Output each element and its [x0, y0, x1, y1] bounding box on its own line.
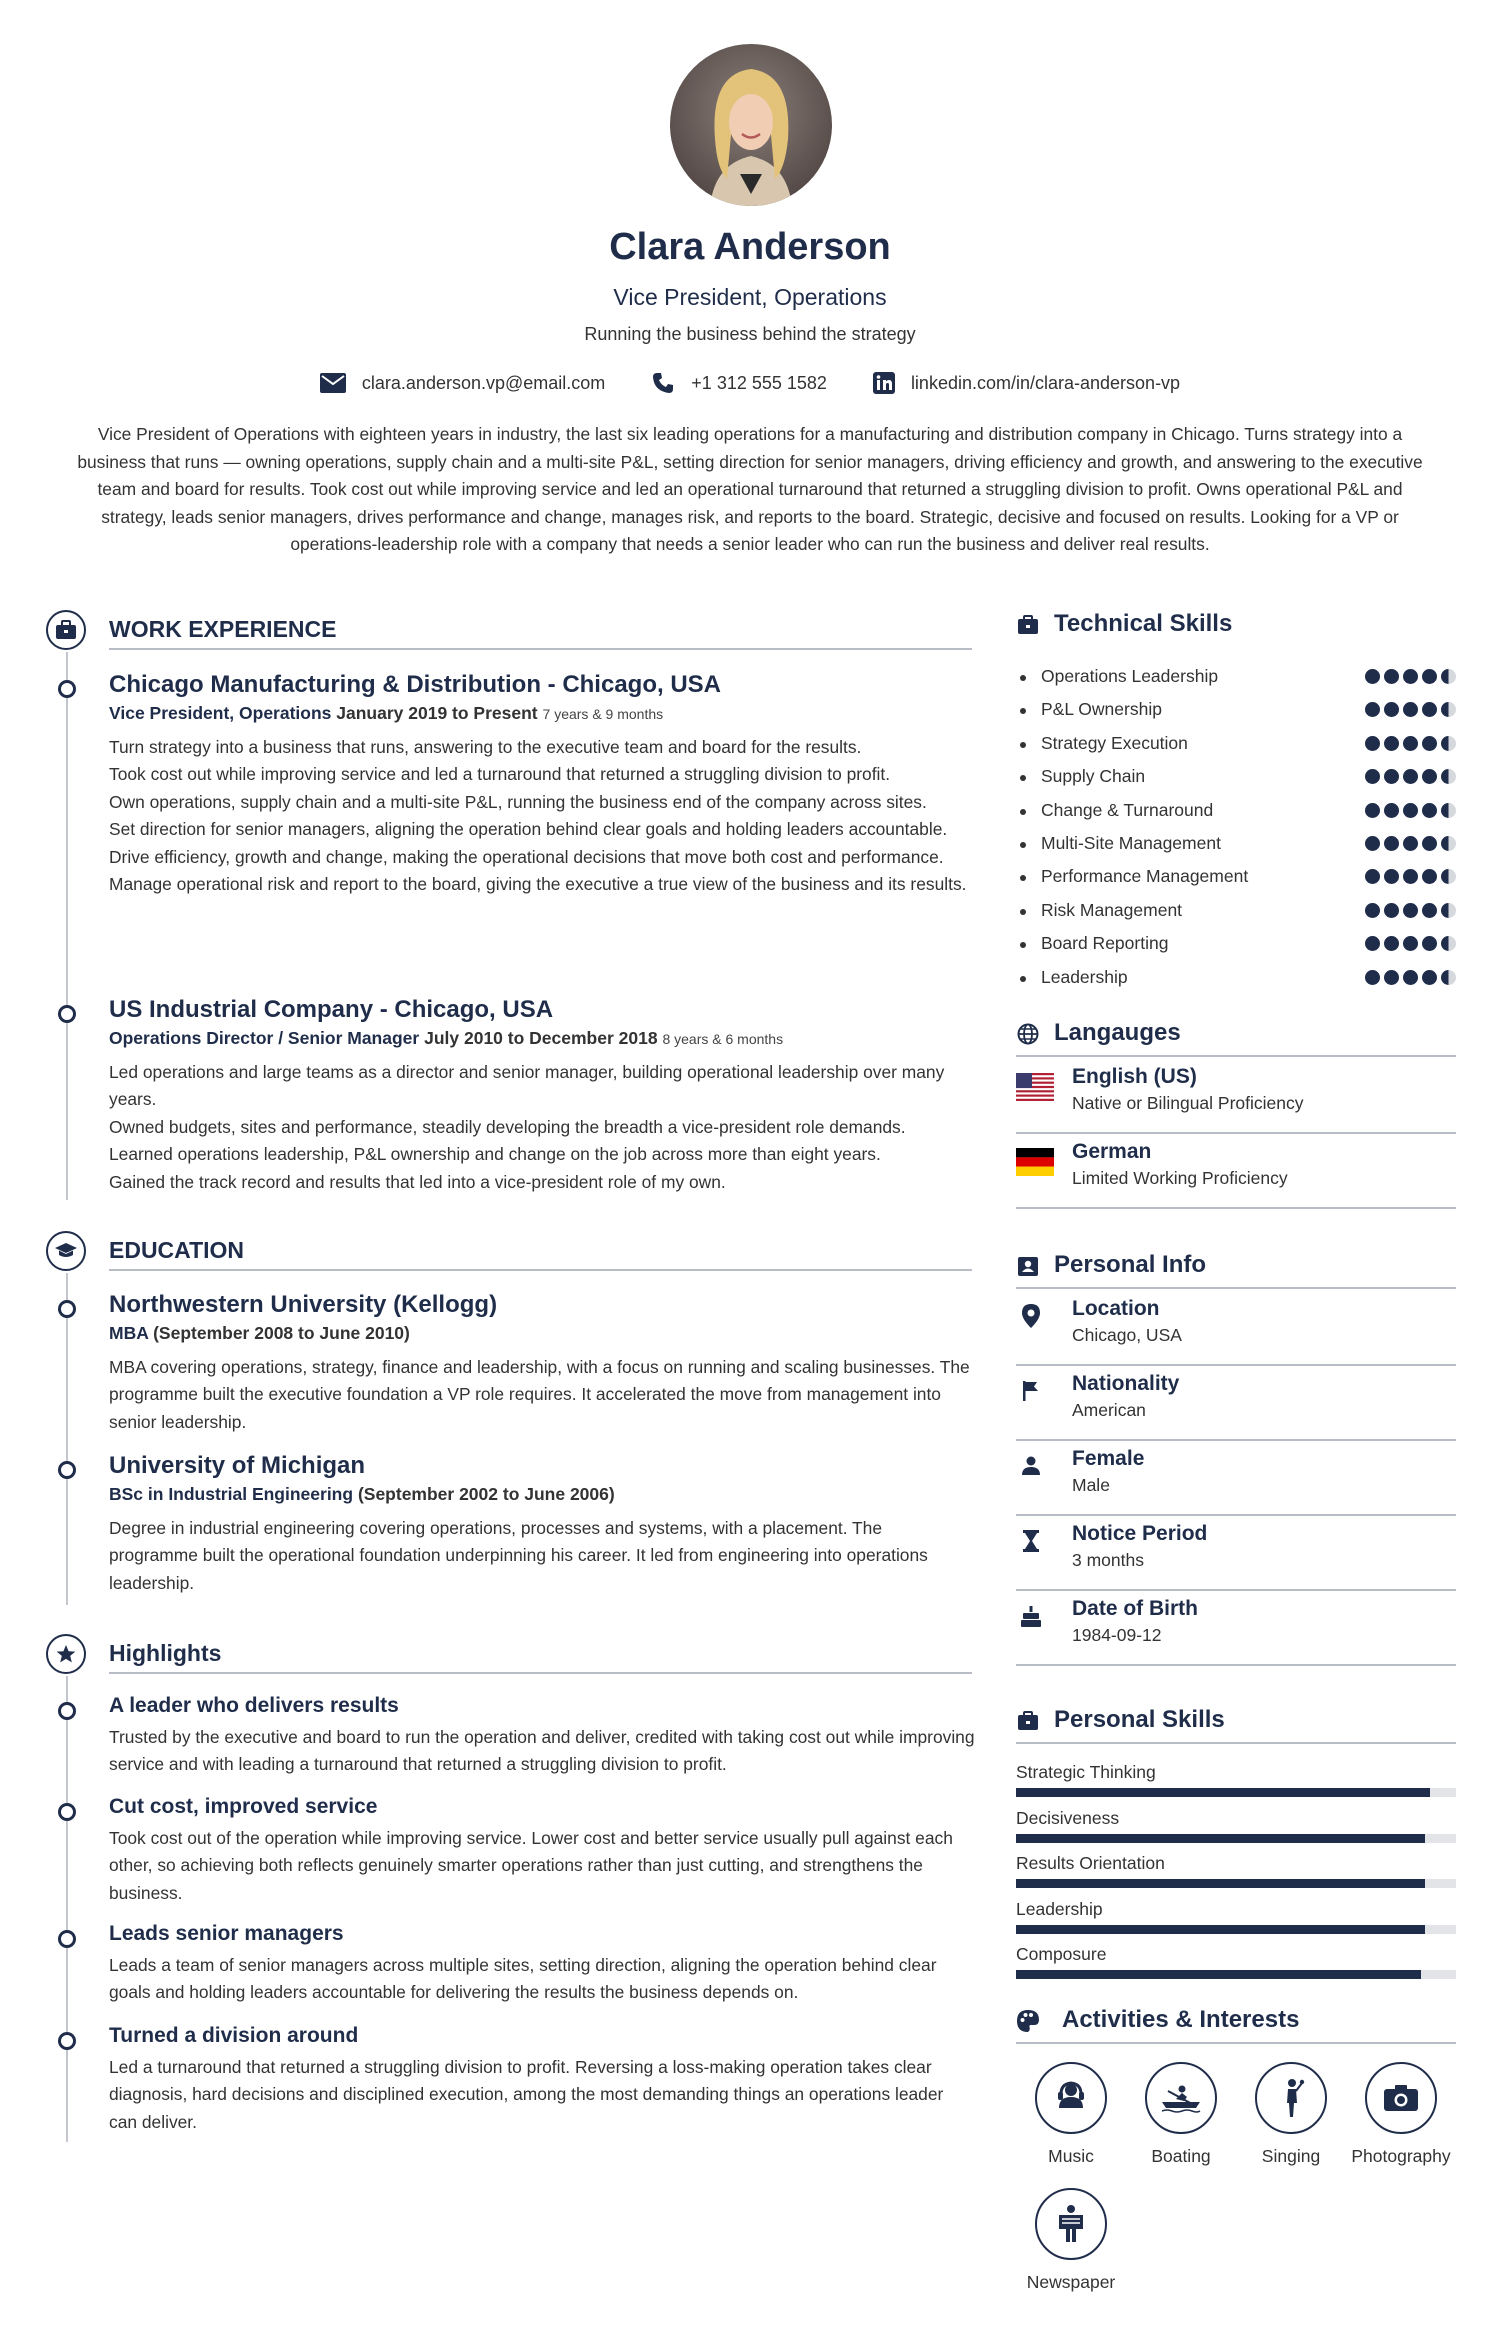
technical-skills-heading: [1016, 606, 1456, 646]
rating-dot: [1403, 836, 1418, 851]
bullet: [1020, 675, 1026, 681]
personal-skill-item: [1016, 1762, 1456, 1808]
job-entry: [109, 671, 975, 898]
rating-dot: [1403, 803, 1418, 818]
bullet: [1020, 875, 1026, 881]
highlight-title: Turned a division around: [109, 2024, 359, 2047]
rating-dot: [1441, 970, 1456, 985]
education-description: MBA covering operations, strategy, finance and leadership, with a focus on running and scaling businesses. The programme built the executive foundation a VP role requires. It accelerated the move from management into senior leadership.: [109, 1357, 970, 1432]
rating-dot: [1441, 936, 1456, 951]
rating-dot: [1365, 936, 1380, 951]
personal-info-item: [1016, 1441, 1456, 1516]
skill-name: Leadership: [1041, 966, 1128, 987]
cake-icon: [1016, 1601, 1046, 1631]
rating-dot: [1441, 869, 1456, 884]
language-name: German: [1072, 1140, 1152, 1163]
skill-rating: [1365, 702, 1456, 717]
section-title: Personal Skills: [1054, 1706, 1225, 1733]
education-dates: (September 2002 to June 2006): [357, 1484, 615, 1504]
education-dates: (September 2008 to June 2010): [153, 1323, 410, 1343]
section-title: Personal Info: [1054, 1251, 1207, 1278]
rating-dot: [1422, 769, 1437, 784]
highlight-text: Trusted by the executive and board to run the operation and deliver, credited with taking cost out while improving service and with leading a turnaround that returned a struggling division to profit.: [109, 1727, 975, 1775]
rating-dot: [1384, 702, 1399, 717]
job-bullet: Set direction for senior managers, aligning the operation behind clear goals and holding leaders accountable.: [109, 819, 948, 840]
skill-rating: [1365, 836, 1456, 851]
rating-dot: [1384, 769, 1399, 784]
rating-dot: [1403, 702, 1418, 717]
skill-bar-fill: [1016, 1925, 1425, 1934]
job-description: [109, 1059, 975, 1196]
section-title: Activities & Interests: [1062, 2006, 1300, 2033]
education-description: Degree in industrial engineering covering operations, processes and systems, with a placement. The programme built the operational foundation underpinning his career. It led from engineering into operations leadership.: [109, 1518, 928, 1593]
skill-item: [1016, 965, 1456, 998]
rating-dot: [1365, 869, 1380, 884]
skill-rating: [1365, 769, 1456, 784]
email-icon: [320, 373, 346, 393]
camera-icon: [1365, 2062, 1437, 2134]
highlight-item: [109, 2024, 975, 2136]
skill-name: Supply Chain: [1041, 766, 1146, 787]
rating-dot: [1403, 769, 1418, 784]
job-dates: January 2019 to Present: [336, 703, 538, 723]
job-role: Operations Director / Senior Manager: [109, 1028, 420, 1048]
rating-dot: [1441, 903, 1456, 918]
activity-label: Boating: [1151, 2146, 1211, 2166]
skill-rating: [1365, 936, 1456, 951]
job-entry: [109, 996, 975, 1196]
job-bullet: Turn strategy into a business that runs, answering to the executive team and board for the results.: [109, 737, 862, 757]
skill-bar-track: [1016, 1834, 1456, 1843]
activity-music: [1016, 2062, 1126, 2167]
job-bullet: Led operations and large teams as a director and senior manager, building operational leadership over many years.: [109, 1062, 945, 1110]
bullet: [1020, 842, 1026, 848]
highlight-title: Leads senior managers: [109, 1922, 344, 1945]
skill-name: Strategy Execution: [1041, 732, 1188, 753]
skill-bar-fill: [1016, 1879, 1425, 1888]
timeline-dot: [58, 1803, 76, 1821]
work-experience-heading: [46, 610, 972, 652]
school-name: Northwestern University (Kellogg): [109, 1291, 498, 1318]
rating-dot: [1365, 836, 1380, 851]
timeline-dot: [58, 1461, 76, 1479]
activity-boating: [1126, 2062, 1236, 2167]
personal-skill-name: Decisiveness: [1016, 1807, 1120, 1828]
rating-dot: [1422, 836, 1437, 851]
contact-linkedin[interactable]: [873, 371, 1180, 395]
skill-item: [1016, 864, 1456, 897]
timeline-dot: [58, 1005, 76, 1023]
section-divider: [1016, 1742, 1456, 1744]
contact-card-icon: [1016, 1254, 1040, 1278]
section-divider: [109, 1672, 972, 1674]
job-duration: 8 years & 6 months: [662, 1031, 784, 1047]
rating-dot: [1403, 869, 1418, 884]
job-dates: July 2010 to December 2018: [424, 1028, 658, 1048]
languages-heading: [1016, 1015, 1456, 1055]
education-entry: [109, 1291, 975, 1436]
id-badge-icon: [1016, 1709, 1040, 1733]
id-badge-icon: [1016, 613, 1040, 637]
job-bullet: Drive efficiency, growth and change, making the operational decisions that move both cost and performance.: [109, 846, 944, 867]
bullet: [1020, 775, 1026, 781]
skill-item: [1016, 664, 1456, 697]
skill-item: [1016, 898, 1456, 931]
highlight-title: A leader who delivers results: [109, 1694, 399, 1717]
timeline-dot: [58, 1930, 76, 1948]
us-flag-icon: [1016, 1073, 1054, 1101]
timeline-dot: [58, 680, 76, 698]
skill-item: [1016, 931, 1456, 964]
job-role-line: [109, 1028, 975, 1049]
rating-dot: [1441, 803, 1456, 818]
skill-name: Multi-Site Management: [1041, 832, 1221, 853]
section-divider: [109, 1269, 972, 1271]
rating-dot: [1441, 836, 1456, 851]
highlight-text: Took cost out of the operation while improving service. Lower cost and better service usually pull against each other, so achieving both reflects genuinely smarter operations rather than just cutting, and strengthens the business.: [109, 1828, 953, 1903]
timeline-line: [66, 1676, 68, 2142]
rating-dot: [1365, 970, 1380, 985]
personal-info-item: [1016, 1516, 1456, 1591]
language-item: [1016, 1059, 1456, 1134]
bullet: [1020, 708, 1026, 714]
skill-name: P&L Ownership: [1041, 699, 1162, 720]
degree-line: [109, 1484, 975, 1505]
rating-dot: [1422, 669, 1437, 684]
hourglass-icon: [1016, 1526, 1046, 1556]
skill-item: [1016, 731, 1456, 764]
technical-skills-list: [1016, 664, 1456, 998]
personal-skill-item: [1016, 1808, 1456, 1854]
info-label: Location: [1072, 1297, 1160, 1320]
highlight-title: Cut cost, improved service: [109, 1795, 378, 1818]
rating-dot: [1384, 970, 1399, 985]
timeline-dot: [58, 1702, 76, 1720]
rating-dot: [1422, 936, 1437, 951]
skill-rating: [1365, 669, 1456, 684]
linkedin-text: linkedin.com/in/clara-anderson-vp: [910, 372, 1181, 393]
language-level: Native or Bilingual Proficiency: [1072, 1093, 1304, 1113]
highlight-item: [109, 1922, 975, 2007]
activity-singing: [1236, 2062, 1346, 2167]
linkedin-icon: [873, 372, 895, 394]
activity-photography: [1346, 2062, 1456, 2167]
bullet: [1020, 909, 1026, 915]
rating-dot: [1384, 803, 1399, 818]
info-value: 1984-09-12: [1072, 1625, 1162, 1645]
job-bullet: Gained the track record and results that led into a vice-president role of my own.: [109, 1171, 726, 1192]
skill-bar-fill: [1016, 1970, 1421, 1979]
rating-dot: [1365, 769, 1380, 784]
rating-dot: [1384, 669, 1399, 684]
rating-dot: [1365, 702, 1380, 717]
highlight-text: Leads a team of senior managers across multiple sites, setting direction, aligning the operation behind clear goals and holding leaders accountable for delivering the results the business depends on.: [109, 1955, 937, 2003]
rating-dot: [1441, 769, 1456, 784]
job-bullet: Learned operations leadership, P&L ownership and change on the job across more than eight years.: [109, 1144, 881, 1165]
personal-skills-heading: [1016, 1702, 1456, 1742]
item-divider: [1016, 1207, 1456, 1209]
item-divider: [1016, 1664, 1456, 1666]
job-description: [109, 734, 975, 898]
personal-info-item: [1016, 1291, 1456, 1366]
rating-dot: [1422, 702, 1437, 717]
rating-dot: [1384, 903, 1399, 918]
rating-dot: [1365, 736, 1380, 751]
job-duration: 7 years & 9 months: [542, 706, 664, 722]
location-pin-icon: [1016, 1301, 1046, 1331]
degree-line: [109, 1323, 975, 1344]
personal-info-item: [1016, 1591, 1456, 1666]
section-title: Langauges: [1054, 1019, 1181, 1046]
language-level: Limited Working Proficiency: [1072, 1168, 1288, 1188]
briefcase-icon: [46, 610, 86, 650]
info-value: 3 months: [1072, 1550, 1144, 1570]
bullet: [1020, 942, 1026, 948]
globe-icon: [1016, 1022, 1040, 1046]
job-bullet: Owned budgets, sites and performance, steadily developing the breadth a vice-president role demands.: [109, 1116, 906, 1137]
education-heading: [46, 1231, 972, 1273]
section-title: Technical Skills: [1054, 610, 1233, 637]
skill-rating: [1365, 903, 1456, 918]
email-text: clara.anderson.vp@email.com: [361, 372, 606, 393]
music-icon: [1035, 2062, 1107, 2134]
skill-item: [1016, 764, 1456, 797]
section-title: EDUCATION: [109, 1237, 245, 1263]
graduation-cap-icon: [46, 1231, 86, 1271]
timeline-dot: [58, 2032, 76, 2050]
info-value: American: [1072, 1400, 1146, 1420]
section-divider: [1016, 2042, 1456, 2044]
boating-icon: [1145, 2062, 1217, 2134]
skill-name: Board Reporting: [1041, 933, 1169, 954]
rating-dot: [1403, 669, 1418, 684]
profile-photo: [670, 44, 832, 206]
personal-skill-item: [1016, 1853, 1456, 1899]
job-bullet: Took cost out while improving service and led a turnaround that returned a struggling division to profit.: [109, 764, 891, 785]
rating-dot: [1403, 903, 1418, 918]
personal-skill-name: Results Orientation: [1016, 1853, 1165, 1873]
activity-newspaper: [1016, 2188, 1126, 2293]
phone-icon: [651, 371, 675, 395]
personal-info-item: [1016, 1366, 1456, 1441]
personal-skill-name: Composure: [1016, 1944, 1107, 1964]
personal-skill-item: [1016, 1944, 1456, 1990]
skill-rating: [1365, 736, 1456, 751]
timeline-dot: [58, 1300, 76, 1318]
skill-name: Performance Management: [1041, 866, 1249, 887]
school-name: University of Michigan: [109, 1452, 366, 1479]
section-title: WORK EXPERIENCE: [109, 616, 337, 642]
info-label: Date of Birth: [1072, 1597, 1198, 1620]
phone-text: +1 312 555 1582: [691, 372, 827, 393]
timeline-line: [66, 1273, 68, 1605]
highlight-item: [109, 1694, 975, 1779]
section-divider: [1016, 1287, 1456, 1289]
rating-dot: [1365, 803, 1380, 818]
personal-skill-item: [1016, 1899, 1456, 1945]
rating-dot: [1365, 903, 1380, 918]
skill-bar-track: [1016, 1970, 1456, 1979]
info-label: Nationality: [1072, 1372, 1180, 1395]
tagline: Running the business behind the strategy: [584, 324, 916, 344]
bullet: [1020, 976, 1026, 982]
info-label: Notice Period: [1072, 1522, 1208, 1545]
skill-rating: [1365, 970, 1456, 985]
language-item: [1016, 1134, 1456, 1209]
info-label: Female: [1072, 1447, 1145, 1470]
skill-bar-fill: [1016, 1834, 1425, 1843]
skill-bar-track: [1016, 1925, 1456, 1934]
rating-dot: [1403, 736, 1418, 751]
germany-flag-icon: [1016, 1148, 1054, 1176]
rating-dot: [1441, 736, 1456, 751]
singing-icon: [1255, 2062, 1327, 2134]
skill-bar-track: [1016, 1788, 1456, 1797]
rating-dot: [1384, 869, 1399, 884]
section-divider: [109, 648, 972, 650]
job-title: Vice President, Operations: [613, 284, 887, 310]
activities-heading: [1016, 2002, 1456, 2042]
rating-dot: [1422, 903, 1437, 918]
job-role: Vice President, Operations: [109, 703, 332, 723]
rating-dot: [1384, 736, 1399, 751]
rating-dot: [1384, 836, 1399, 851]
rating-dot: [1384, 936, 1399, 951]
candidate-name: Clara Anderson: [609, 226, 891, 268]
education-entry: [109, 1452, 975, 1597]
profile-summary: Vice President of Operations with eighteen years in industry, the last six leading operations for a manufacturing and distribution company in Chicago. Turns strategy into a business that runs — owning operations, supply chain and a multi-site P&L, setting direction for senior managers, driving efficiency and growth, and answering to the executive team and board for results. Took cost out while improving service and led an operational turnaround that returned a struggling division to profit. Owns operational P&L and strategy, leads senior managers, drives performance and change, manages risk, and reports to the board. Strategic, decisive and focused on results. Looking for a VP or operations-leadership role with a company that needs a senior leader who can run the business and deliver real results.: [77, 424, 1423, 554]
rating-dot: [1365, 669, 1380, 684]
rating-dot: [1441, 669, 1456, 684]
highlights-heading: [46, 1634, 972, 1676]
activity-label: Singing: [1261, 2146, 1321, 2166]
company-name: US Industrial Company - Chicago, USA: [109, 996, 554, 1023]
job-role-line: [109, 703, 975, 724]
palette-icon: [1016, 2009, 1040, 2033]
rating-dot: [1422, 736, 1437, 751]
skill-rating: [1365, 803, 1456, 818]
activity-label: Music: [1048, 2146, 1094, 2166]
newspaper-icon: [1035, 2188, 1107, 2260]
contact-email[interactable]: [320, 371, 605, 395]
skill-name: Operations Leadership: [1041, 666, 1219, 686]
timeline-line: [66, 652, 68, 1200]
skill-bar-fill: [1016, 1788, 1430, 1797]
flag-icon: [1016, 1376, 1046, 1406]
bullet: [1020, 809, 1026, 815]
activity-label: Newspaper: [1026, 2272, 1116, 2292]
personal-skill-name: Strategic Thinking: [1016, 1762, 1156, 1782]
rating-dot: [1403, 936, 1418, 951]
activity-label: Photography: [1351, 2146, 1451, 2166]
rating-dot: [1422, 970, 1437, 985]
degree: BSc in Industrial Engineering: [109, 1484, 354, 1504]
contact-phone[interactable]: [651, 371, 827, 395]
contact-bar: [0, 371, 1500, 395]
star-badge-icon: [46, 1634, 86, 1674]
personal-info-heading: [1016, 1247, 1456, 1287]
skill-item: [1016, 798, 1456, 831]
job-bullet: Manage operational risk and report to the board, giving the executive a true view of the business and its results.: [109, 874, 967, 895]
highlight-item: [109, 1795, 975, 1907]
person-icon: [1016, 1451, 1046, 1481]
highlight-text: Led a turnaround that returned a struggling division to profit. Reversing a loss-making operation takes clear diagnosis, hard decisions and disciplined execution, among the most demanding things an operations leader can deliver.: [109, 2057, 944, 2132]
skill-bar-track: [1016, 1879, 1456, 1888]
skill-name: Change & Turnaround: [1041, 799, 1214, 820]
info-value: Male: [1072, 1475, 1110, 1495]
language-name: English (US): [1072, 1065, 1197, 1088]
section-divider: [1016, 1055, 1456, 1057]
section-title: Highlights: [109, 1640, 222, 1666]
personal-skill-name: Leadership: [1016, 1898, 1103, 1919]
info-value: Chicago, USA: [1072, 1325, 1182, 1345]
degree: MBA: [109, 1323, 149, 1343]
company-name: Chicago Manufacturing & Distribution - Chicago, USA: [109, 671, 721, 698]
rating-dot: [1403, 970, 1418, 985]
skill-rating: [1365, 869, 1456, 884]
bullet: [1020, 742, 1026, 748]
skill-item: [1016, 697, 1456, 730]
skill-item: [1016, 831, 1456, 864]
rating-dot: [1422, 803, 1437, 818]
rating-dot: [1441, 702, 1456, 717]
rating-dot: [1422, 869, 1437, 884]
job-bullet: Own operations, supply chain and a multi-site P&L, running the business end of the company across sites.: [109, 791, 927, 812]
skill-name: Risk Management: [1041, 899, 1183, 920]
